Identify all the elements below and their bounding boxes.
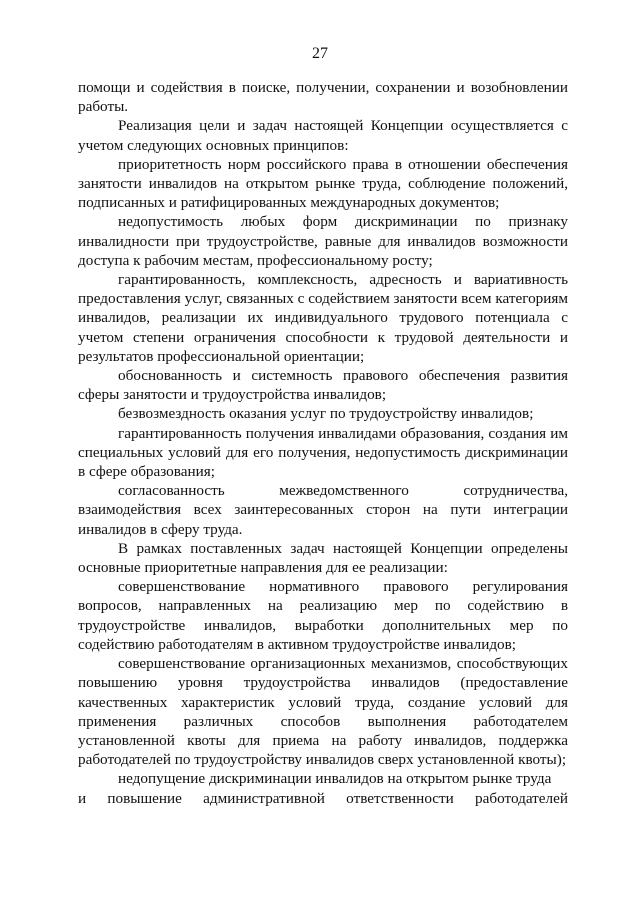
final-paragraph <box>78 769 568 807</box>
paragraph: согласованность межведомственного сотрудничества, взаимодействия всех заинтересованных сторон на пути интеграции инвалидов в сферу труда. <box>78 482 568 538</box>
paragraph: обоснованность и системность правового обеспечения развития сферы занятости и трудоустройства инвалидов; <box>78 367 568 404</box>
paragraph: безвозмездность оказания услуг по трудоустройству инвалидов; <box>118 405 534 423</box>
paragraph: В рамках поставленных задач настоящей Концепции определены основные приоритетные направления для ее реализации: <box>78 539 568 577</box>
paragraph: приоритетность норм российского права в отношении обеспечения занятости инвалидов на открытом рынке труда, соблюдение положений, подписанных и ратифицированных международных документов; <box>78 155 568 212</box>
paragraph: недопустимость любых форм дискриминации по признаку инвалидности при трудоустройстве, равные для инвалидов возможности доступа к рабочим местам, профессиональному росту; <box>78 213 568 269</box>
paragraph: совершенствование организационных механизмов, способствующих повышению уровня трудоустройства инвалидов (предоставление качественных характеристик условий труда, создание условий для применения различных способов выполнения работодателем установленной квоты для приема на работу инвалидов, поддержка работодателей по трудоустройству инвалидов сверх установленной квоты); <box>78 655 568 769</box>
paragraph-list <box>78 78 568 769</box>
final-paragraph-line-1: недопущение дискриминации инвалидов на открытом рынке труда <box>118 770 552 788</box>
paragraph: помощи и содействия в поиске, получении, сохранении и возобновлении работы. <box>78 79 568 116</box>
page-number: 27 <box>312 45 328 62</box>
paragraph: совершенствование нормативного правового регулирования вопросов, направленных на реализацию мер по содействию в трудоустройстве инвалидов, выработки дополнительных мер по содействию работодателям в активном трудоустройстве инвалидов; <box>78 578 568 653</box>
paragraph: гарантированность получения инвалидами образования, создания им специальных условий для его получения, недопустимость дискриминации в сфере образования; <box>78 424 568 481</box>
final-paragraph-line-2: и повышение административной ответственности работодателей <box>78 789 568 807</box>
paragraph: гарантированность, комплексность, адресность и вариативность предоставления услуг, связанных с содействием занятости всем категориям инвалидов, реализации их индивидуального трудового потенциала с учетом степени ограничения способности к трудовой деятельности и результатов профессиональной ориентации; <box>78 271 568 365</box>
paragraph: Реализация цели и задач настоящей Концепции осуществляется с учетом следующих основных принципов: <box>78 117 568 154</box>
document-body <box>78 78 568 808</box>
